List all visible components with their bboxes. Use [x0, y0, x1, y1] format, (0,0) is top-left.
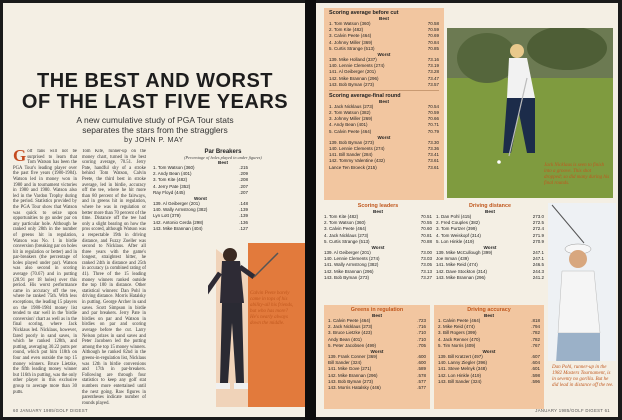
table-row: 4. Andy Bean (401) 70.71	[329, 122, 439, 128]
table-row: Lyn Lott (379) .139	[153, 213, 248, 219]
table-row: 4. Johnny Miller (369) 70.84	[329, 39, 439, 45]
table-row: 139. Bill Kratzert (497) .607	[438, 353, 540, 359]
table-row: 2. Fred Couples (382) 272.5	[436, 220, 544, 226]
accuracy-worst-label: Worst	[482, 348, 496, 354]
table-row: 142. Dave Stockton (314) 244.3	[436, 268, 544, 274]
accuracy-heading: Driving accuracy	[467, 307, 511, 313]
table-row: 139. Mike McCullough (399) 247.1	[436, 249, 544, 255]
table-row: 143. Bob Byman (273) 73.57	[329, 81, 439, 87]
table-row: 2. Tom Watson (382) 70.59	[329, 110, 439, 116]
table-row: 141. Al Geiberger (201) 73.28	[329, 69, 439, 75]
table-row: 2. Jack Nicklaus (273) .716	[328, 324, 426, 330]
driving-distance-table	[436, 203, 544, 281]
article-title-line2: OF THE LAST FIVE YEARS	[21, 91, 289, 113]
page-folio-right: JANUARY 1985/GOLF DIGEST 61	[535, 408, 610, 413]
body-column-1	[13, 149, 77, 407]
table-row: Lance Ten Broeck (215) 73.61	[329, 164, 439, 170]
scoring-best-label: Best	[373, 209, 383, 214]
table-row: 143. Mike Brannan (404) .127	[153, 225, 248, 231]
table-row: 1. Calvin Peete (464) .818	[438, 318, 540, 323]
greens-worst-label: Worst	[370, 348, 384, 354]
table-row: 1. Jack Nicklaus (273) 70.54	[329, 103, 439, 109]
table-row: 141. Wally Armstrong (382) 73.05	[324, 262, 432, 268]
table-row: 141. Mike Gove (271) .589	[328, 366, 426, 372]
table-row: 1. Dan Pohl (415) 273.0	[436, 214, 544, 219]
table-row: 5. Lon Hinkle (419) 270.9	[436, 238, 544, 244]
accuracy-best-label: Best	[484, 313, 494, 318]
table-row: 2. Tom Kite (482) 70.59	[329, 27, 439, 33]
table-row: 1. Tom Kite (482) 70.51	[324, 214, 432, 219]
table-row: 142. Antonio Cerda (298) .136	[153, 219, 248, 225]
table-row: 2. Tom Watson (360) 70.55	[324, 220, 432, 226]
drop-cap: G	[13, 149, 27, 165]
table-row: 3. Tom Purtzer (399) 272.4	[436, 226, 544, 232]
distance-best-label: Best	[485, 209, 495, 214]
table-row: 143. Bob Byman (273) 73.27	[324, 274, 432, 280]
final-best-label: Best	[379, 98, 389, 104]
driving-distance-heading: Driving distance	[469, 203, 511, 209]
table-row: 141. Mike Reid (474) 246.5	[436, 262, 544, 268]
table-row: 2. Andy Bean (401) .209	[153, 171, 248, 177]
table-row: 5. Curtis Strange (513) 70.88	[324, 238, 432, 244]
divider	[329, 90, 439, 91]
par-breakers-worst-label: Worst	[194, 195, 207, 201]
table-row: 5. Peter Jacobsen (499) .705	[328, 342, 426, 348]
cut-worst-label: Worst	[377, 51, 391, 57]
byline: by JOHN P. MAY	[124, 137, 184, 144]
par-breakers-heading: Par Breakers	[204, 149, 242, 155]
table-row: 140. Lennie Clements (274) 73.03	[324, 256, 432, 262]
table-row: 142. Mike Brannan (296) .578	[328, 372, 426, 378]
table-row: 3. Calvin Peete (464) 70.60	[324, 226, 432, 232]
table-row: 142. Mike Brannan (296) 73.13	[324, 268, 432, 274]
table-row: 4. Jerry Pate (352) .207	[153, 183, 248, 189]
table-row: 139. Al Geiberger (201) 73.00	[324, 249, 432, 255]
par-breakers-subheading: (Percentage of holes played in under figures)	[184, 155, 262, 160]
subtitle-line2: separates the stars from the stragglers	[82, 125, 228, 135]
greens-heading: Greens in regulation	[350, 307, 404, 313]
table-row: Bill Sander (324) .600	[328, 360, 426, 366]
table-row: 1. Tom Watson (360) 70.58	[329, 21, 439, 26]
scoring-boxes	[324, 8, 444, 200]
table-row: 140. Lanny Ziegler (396) .604	[438, 360, 540, 366]
table-row: 1. Calvin Peete (464) .723	[328, 318, 426, 323]
page-gutter	[305, 0, 316, 420]
table-row: 3. Bill Rogers (399) .782	[438, 330, 540, 336]
table-row: 142. Lon Hinkle (419) .598	[438, 372, 540, 378]
table-row: 5. Tim Norris (409) .767	[438, 342, 540, 348]
greens-best-label: Best	[372, 313, 382, 318]
scoring-worst-label: Worst	[371, 244, 385, 250]
table-row: Ray Floyd (445) .207	[153, 189, 248, 195]
cut-best-label: Best	[379, 16, 389, 21]
table-row: 5. Calvin Peete (464) 70.79	[329, 128, 439, 134]
article-title-line1: THE BEST AND WORST	[36, 70, 274, 92]
table-row: 143. Bill Sander (324) .596	[438, 378, 540, 384]
final-worst-label: Worst	[377, 134, 391, 140]
table-row: Joe Inman (439) 247.1	[436, 256, 544, 262]
table-row: 139. Bob Byman (273) 73.30	[329, 139, 439, 145]
page-folio-left: 60 JANUARY 1985/GOLF DIGEST	[13, 408, 88, 413]
table-row: 142. Mike Brannan (296) 73.47	[329, 75, 439, 81]
scoring-leaders-heading: Scoring leaders	[357, 203, 399, 209]
table-row: 139. Al Geiberger (201) .148	[153, 200, 248, 206]
body-column-1-text: olf fans will not be surprised to learn that Tom Watson has been the PGA Tour's leading player over the past five years (1980-1984). Watson led in money won in 1980 and in tournament victories in 1980 and 1980. Watson also led in the Vardon Trophy during the period. Statistics provided by the PGA Tour show that Watson was quick to seize upon opportunities to go under par on any particular hole. Although he ranked only 28th in the number of greens hit in regulation, Watson was No. 1 in birdie conversion (breaking par on holes hit in regulation or better) and in par-breakers (the percentage of holes played under par). Watson was also second in scoring average (70.67) and in putting (28.91 per 18 holes) over this period. His worst performance came in accuracy off the tee, where he ranked 75th. With less exceptions, the leading 15 players on the 1980-1984 money list tended to star well in the 'birdie conversion' chart as well as in the final scoring, where Jack Nicklaus led. Nicklaus, however, fared poorly in sand saves, in which he ranked 128th, and putting, averaging 30.22 putts per round, which put him 118th on four and even outside the top 15 money winners. Bruce Lietzke, the fifth leading money winner but 116th in putting, was the only other player in this exclusive group to average more than 30 putts.	[13, 149, 77, 395]
table-row: 143. Mike Brannan (296) 241.2	[436, 274, 544, 280]
subtitle-line1: A new cumulative study of PGA Tour stats	[76, 115, 234, 125]
body-column-2: Tom Kite, runner-up on the money chart, turned in the best scoring average, 70.51. Jerry Pate, handful shy of a stroke behind Tom Watson, Calvin Peete, the third best in stroke average, led in birdie, accuracy off the tee, where he hit more than 80 percent of the fairways, and in greens hit in regulation, where he was in regulation or better more than 70 percent of the time. Distance off the tee had only a slight bearing on how the pros scored, although Watson was a respectable 19th in driving distance, and Fuzzy Zoeller was second to Nicklaus. After all three years with the game's longest, straightest hitter, he ranked 24th in distance and 25th in accuracy (a combined rating of 41). Three of the 15 leading money winners ranked outside the top 100 in distance. Other statistical winners: Dan Pohl in driving distance. Morris Hatalsky in putting. George Archer in sand saves. Scott Simpson in birdie and par breakers. Jerry Pate in birdies on par and Watson in birdies on par and scoring average before the cut. Larry Nelson prizes in sand saves and Peter Jacobsen led the putting among the top 15 money winners. Although he ranked 82nd in the greens-in-regulation list, Nicklaus was 12th in birdie conversions and 17th in par-breakers. Following are through four statistics to keep any golf stat numbers more entertained until the next going. Raw figures in parentheses indicate number of rounds played.	[82, 149, 146, 406]
driving-accuracy-box	[434, 305, 544, 409]
table-row: 3. Bruce Lietzke (423) .710	[328, 330, 426, 336]
table-row: 1. Tom Watson (360) .215	[153, 165, 248, 170]
scoring-leaders-table	[324, 203, 432, 281]
table-row: 2. Mike Reid (474) .794	[438, 324, 540, 330]
table-row: 140. Wally Armstrong (382) .139	[153, 207, 248, 213]
table-row: 4. Jack Nicklaus (273) 70.81	[324, 232, 432, 238]
right-page	[316, 3, 618, 417]
final-box-heading: Scoring average-final round	[329, 92, 401, 99]
table-row: 139. Frank Conner (369) .600	[328, 353, 426, 359]
table-row: 4. Tom Weiskopf (314) 271.9	[436, 232, 544, 238]
table-row: Andy Bean (401) .710	[328, 336, 426, 342]
cut-box-heading: Scoring average before cut	[329, 10, 399, 16]
table-row: 3. Johnny Miller (269) 70.66	[329, 116, 439, 122]
table-row: 140. Lennie Clements (274) 73.36	[329, 146, 439, 151]
table-row: 3. Calvin Peete (464) 70.69	[329, 33, 439, 39]
distance-worst-label: Worst	[483, 244, 497, 250]
table-row: 141. Bill Sander (284) 73.41	[329, 152, 439, 158]
table-row: 3. Tom Kite (482) .208	[153, 177, 248, 183]
table-row: 142. Tommy Valentine (432) 73.61	[329, 158, 439, 164]
photo-caption-top: Jack Nicklaus is seen to finish into a groove. This shot dropped; so did many during his final rounds.	[544, 163, 610, 186]
photo-caption-bottom: Dan Pohl, runner-up in the 1982 Masters Tournament, is in seventy no gorilla. But he did lead in distance off the tee.	[552, 365, 614, 388]
par-breakers-box	[153, 149, 293, 232]
table-row: 143. Morris Hatalsky (446) .577	[328, 384, 426, 390]
table-row: 5. Curtis Strange (513) 70.85	[329, 45, 439, 51]
table-row: 4. Jack Renner (470) .782	[438, 336, 540, 342]
left-page	[3, 3, 305, 417]
photo-caption-left: Calvin Peete barely came in tops of his ability-all his friends, but who has more? He's nearly always down the middle.	[250, 291, 294, 326]
table-row: 141. Steve Melnyk (348) .601	[438, 366, 540, 372]
table-row: 139. Mike Holland (337) 73.16	[329, 56, 439, 62]
table-row: 143. Bob Byman (273) .577	[328, 378, 426, 384]
table-row: 140. Lennie Clements (274) 73.19	[329, 63, 439, 69]
par-breakers-best-label: Best	[218, 160, 228, 165]
greens-in-regulation-box	[324, 305, 430, 409]
